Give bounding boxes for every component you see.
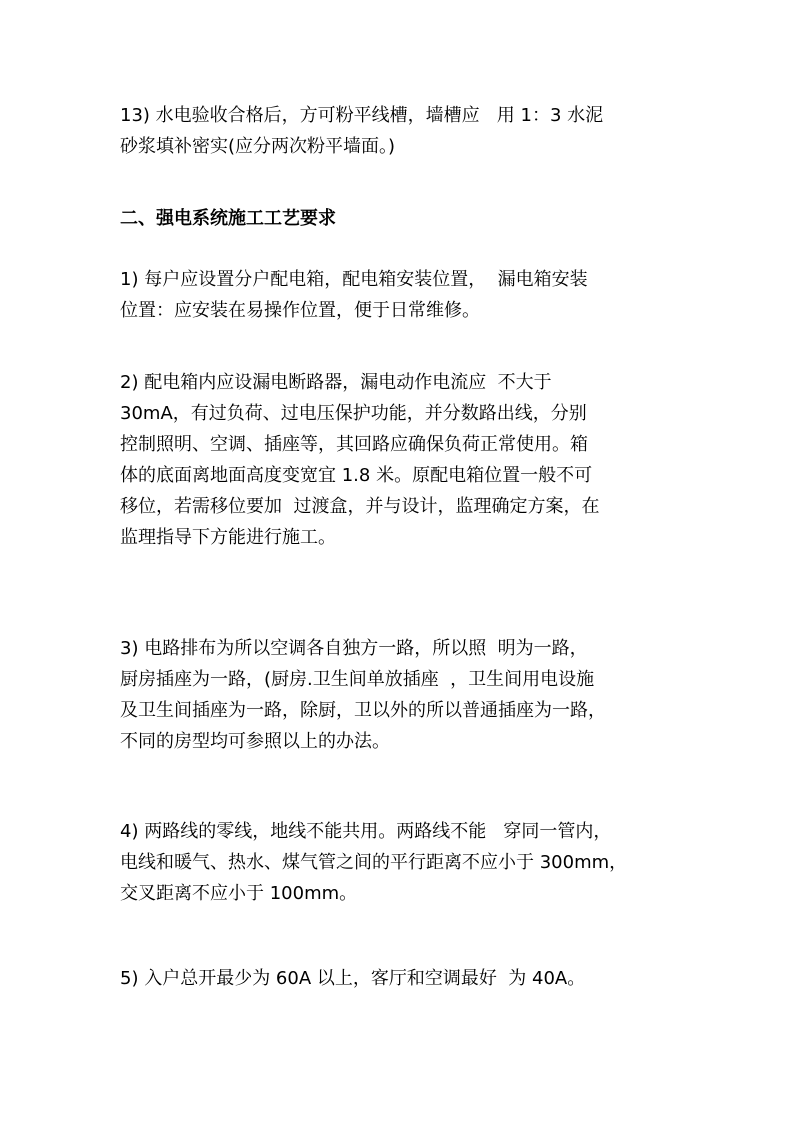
text-line: 监理指导下方能进行施工。: [120, 527, 336, 548]
section-heading: [120, 203, 680, 234]
text-line: 2) 配电箱内应设漏电断路器，漏电动作电流应 不大于: [120, 372, 552, 393]
text-line: 13) 水电验收合格后，方可粉平线槽，墙槽应 用 1：3 水泥: [120, 105, 604, 126]
text-line: 30mA，有过负荷、过电压保护功能，并分数路出线，分别: [120, 403, 587, 424]
paragraph-item-5: [120, 963, 680, 994]
paragraph-item-3: [120, 633, 680, 757]
paragraph-item-1: [120, 264, 680, 326]
text-line: 控制照明、空调、插座等，其回路应确保负荷正常使用。箱: [120, 434, 588, 455]
text-line: 5) 入户总开最少为 60A 以上，客厅和空调最好 为 40A。: [120, 968, 586, 989]
heading-text: 二、强电系统施工工艺要求: [120, 208, 336, 229]
text-line: 体的底面离地面高度变宽宜 1.8 米。原配电箱位置一般不可: [120, 465, 593, 486]
paragraph-item-4: [120, 816, 680, 909]
paragraph-item-13: [120, 100, 680, 162]
paragraph-item-2: [120, 367, 680, 553]
text-line: 4) 两路线的零线，地线不能共用。两路线不能 穿同一管内，: [120, 821, 612, 842]
text-line: 砂浆填补密实(应分两次粉平墙面。): [120, 136, 396, 157]
text-line: 3) 电路排布为所以空调各自独方一路，所以照 明为一路，: [120, 638, 588, 659]
text-line: 厨房插座为一路，(厨房.卫生间单放插座 ，卫生间用电设施: [120, 669, 595, 690]
text-line: 位置：应安装在易操作位置，便于日常维修。: [120, 300, 480, 321]
text-line: 移位，若需移位要加 过渡盒，并与设计，监理确定方案，在: [120, 496, 600, 517]
text-line: 电线和暖气、热水、煤气管之间的平行距离不应小于 300mm，: [120, 852, 628, 873]
text-line: 1) 每户应设置分户配电箱，配电箱安装位置， 漏电箱安装: [120, 269, 588, 290]
text-line: 及卫生间插座为一路，除厨，卫以外的所以普通插座为一路，: [120, 700, 606, 721]
text-line: 不同的房型均可参照以上的办法。: [120, 731, 390, 752]
text-line: 交叉距离不应小于 100mm。: [120, 883, 358, 904]
